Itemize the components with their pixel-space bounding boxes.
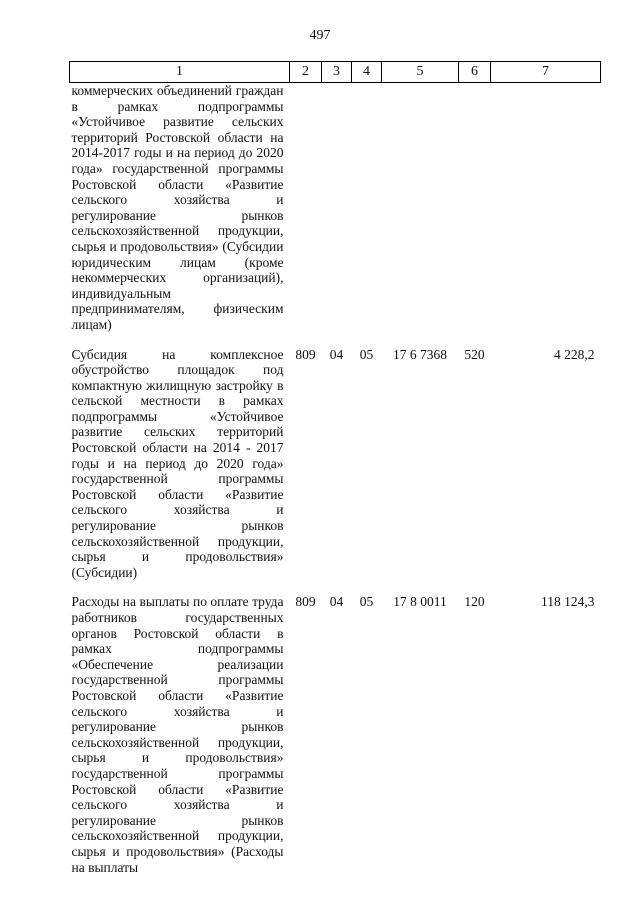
row-amount — [491, 83, 601, 333]
column-header-2: 2 — [290, 62, 322, 83]
row-target-code: 17 6 7368 — [393, 346, 447, 362]
table-row — [70, 347, 601, 581]
row-ministry-code: 809 — [295, 346, 316, 362]
row-ministry-code: 809 — [295, 594, 316, 610]
table-row — [70, 594, 601, 875]
row-expense-type: 520 — [464, 346, 485, 362]
row-section-code: 04 — [329, 594, 344, 610]
row-section-code — [322, 83, 352, 333]
column-header-3: 3 — [322, 62, 352, 83]
row-description: Расходы на выплаты по оплате труда работников государственных органов Ростовской области в рамках подпрограммы «Обеспечение реализации государственной программы Ростовской области «Развитие сельского хозяйства и регулирование рынков сельскохозяйственной продукции, сырья и продовольствия» государственной программы Ростовской области «Развитие сельского хозяйства и регулирование рынков сельскохозяйственной продукции, сырья и продовольствия» (Расходы на выплаты — [71, 594, 284, 875]
page-number: 497 — [309, 28, 331, 43]
row-subsection-code: 05 — [359, 594, 374, 610]
row-subsection-code — [352, 83, 382, 333]
row-expense-type — [459, 83, 491, 333]
column-header-4: 4 — [352, 62, 382, 83]
row-target-code: 17 8 0011 — [393, 594, 447, 610]
column-header-5: 5 — [382, 62, 459, 83]
row-expense-type: 120 — [464, 594, 485, 610]
row-amount: 4 228,2 — [554, 346, 595, 362]
row-description: коммерческих объединений граждан в рамках подпрограммы «Устойчивое развитие сельских территорий Ростовской области на 2014-2017 годы и на период до 2020 года» государственной программы Ростовской области «Развитие сельского хозяйства и регулирование рынков сельскохозяйственной продукции, сырья и продовольствия» (Субсидии юридическим лицам (кроме некоммерческих организаций), индивидуальным предпринимателям, физическим лицам) — [71, 83, 284, 332]
row-ministry-code — [290, 83, 322, 333]
column-header-7: 7 — [491, 62, 601, 83]
column-header-6: 6 — [459, 62, 491, 83]
row-section-code: 04 — [329, 346, 344, 362]
table-row — [70, 83, 601, 333]
row-amount: 118 124,3 — [541, 594, 595, 610]
row-subsection-code: 05 — [359, 346, 374, 362]
row-target-code — [382, 83, 459, 333]
table-header-row — [70, 62, 601, 83]
column-header-1: 1 — [70, 62, 290, 83]
budget-table — [69, 61, 601, 875]
row-description: Субсидия на комплексное обустройство площадок под компактную жилищную застройку в сельской местности в рамках подпрограммы «Устойчивое развитие сельских территорий Ростовской области на 2014 - 2017 годы и на период до 2020 года» государственной программы Ростовской области «Развитие сельского хозяйства и регулирование рынков сельскохозяйственной продукции, сырья и продовольствия» (Субсидии) — [71, 346, 284, 580]
